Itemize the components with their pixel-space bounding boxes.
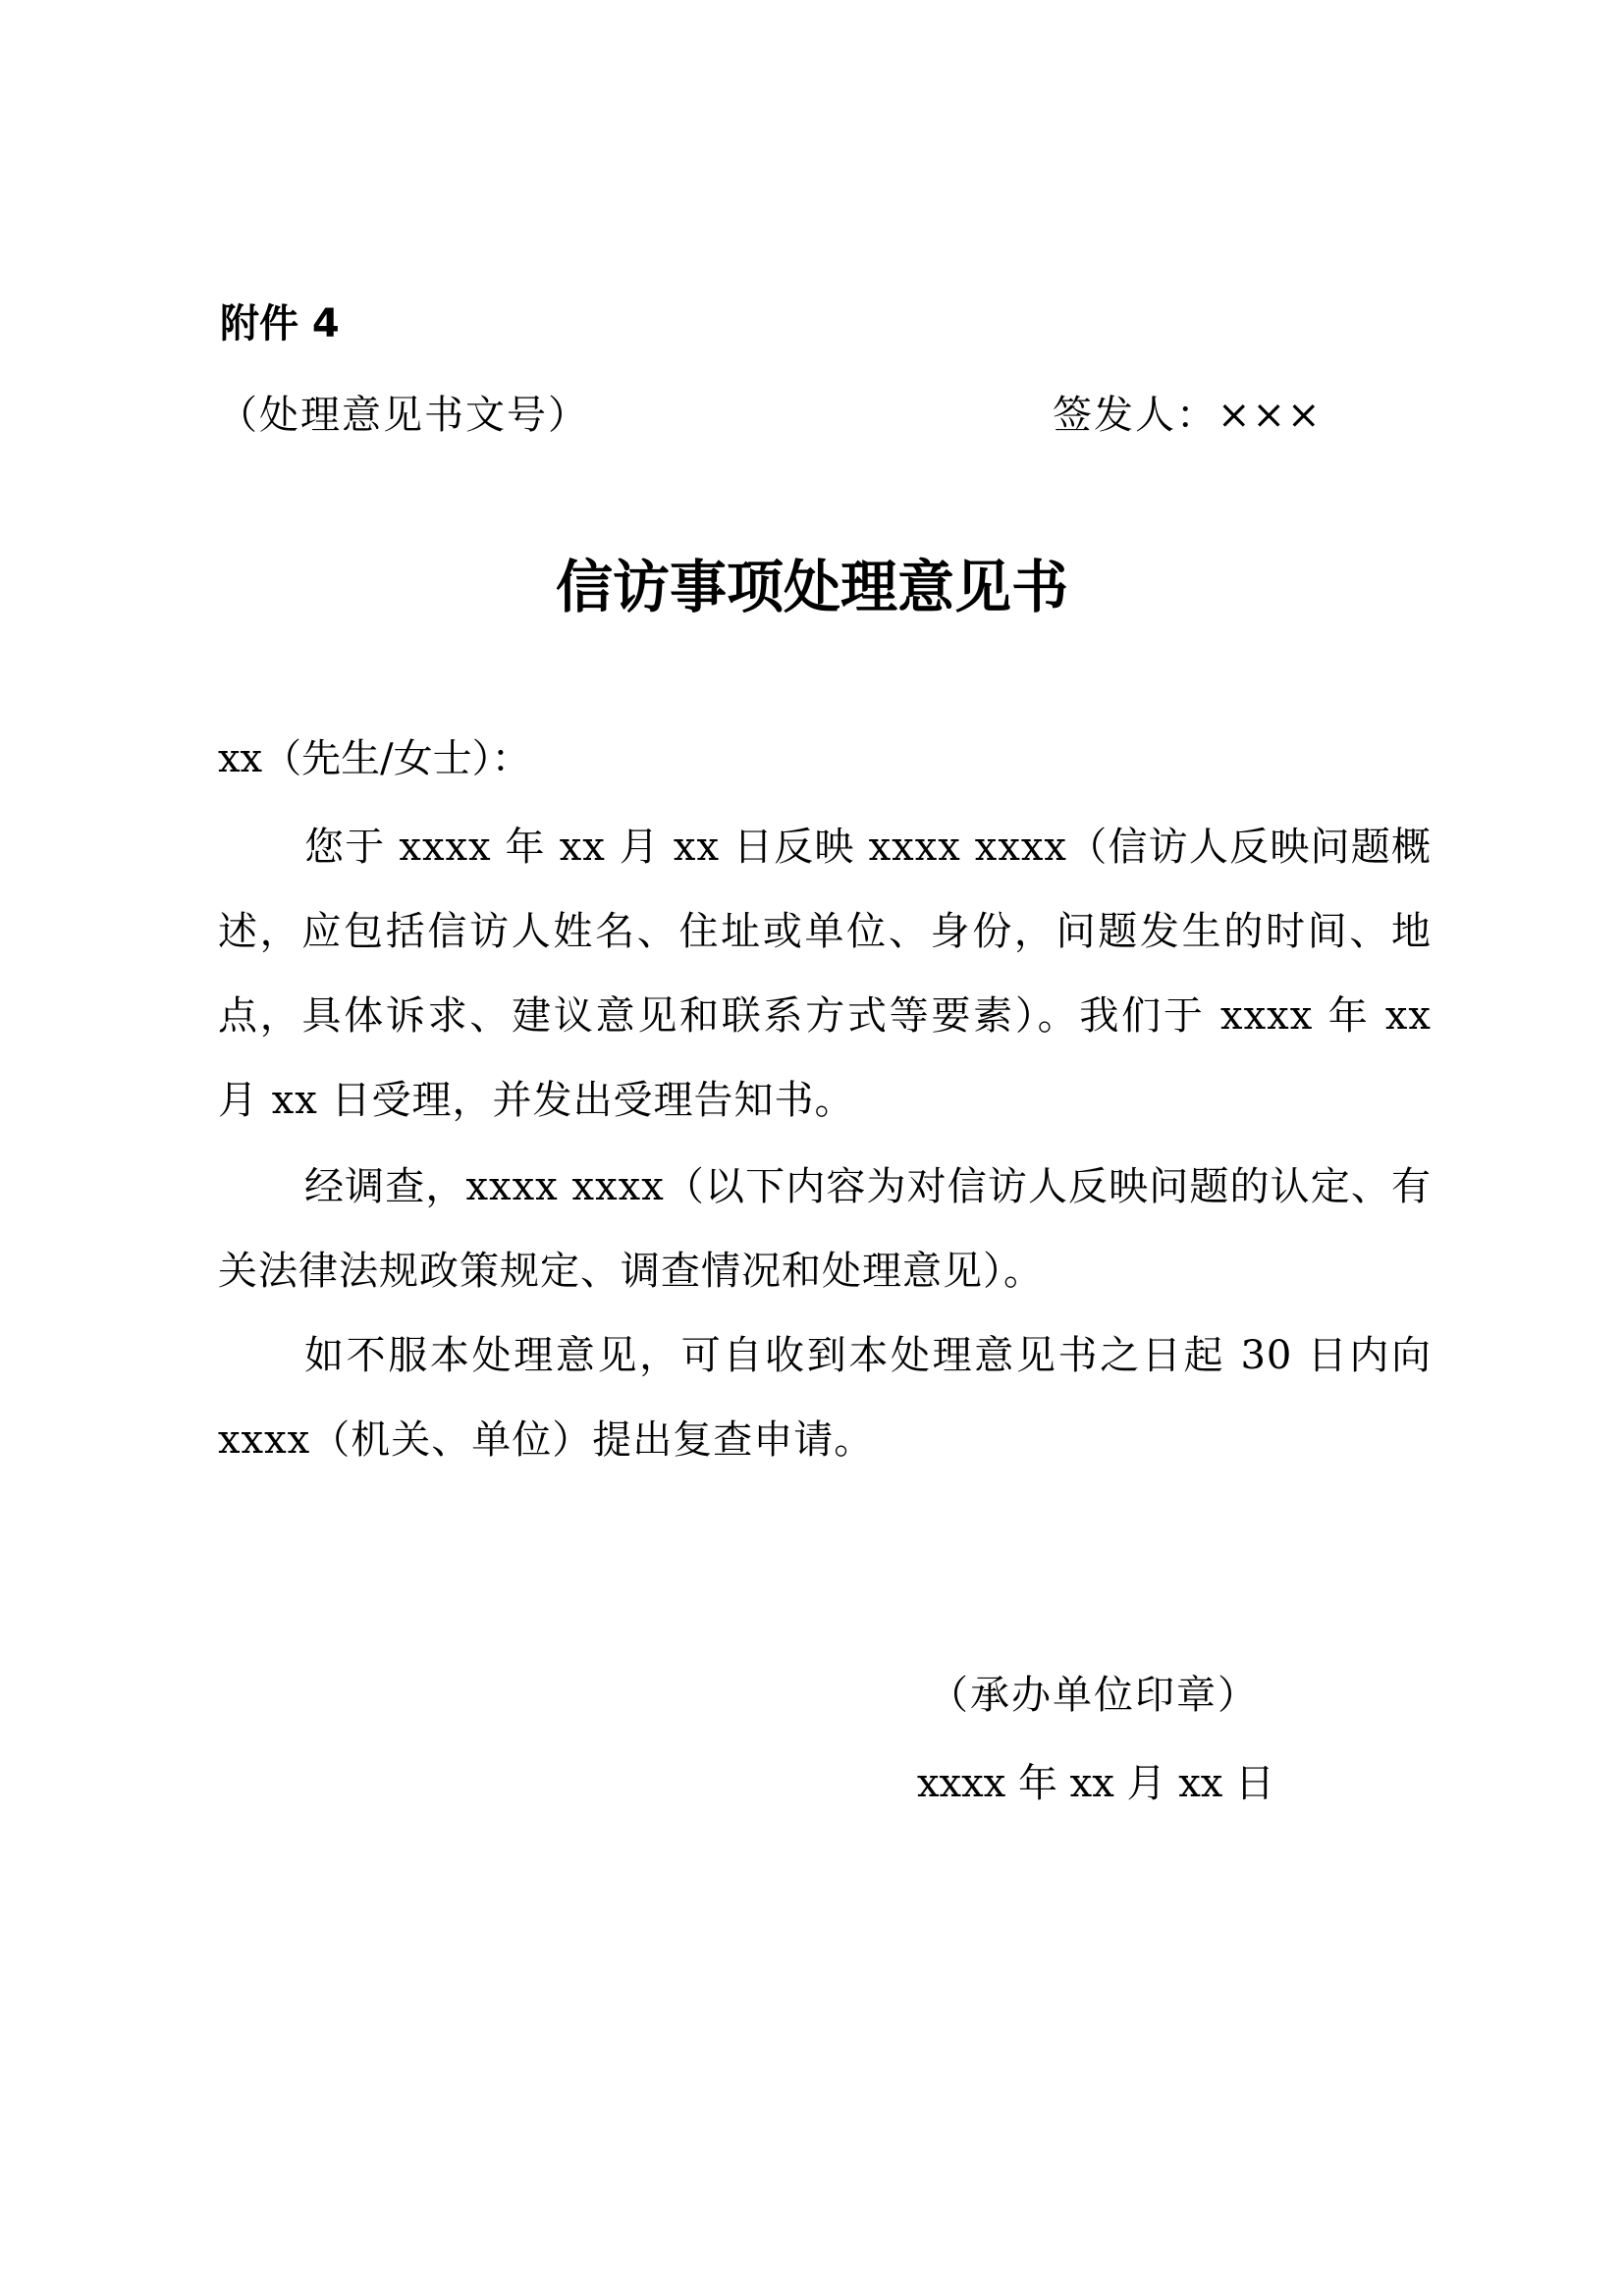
document-number: （处理意见书文号） <box>218 393 589 438</box>
body-paragraph-appeal: 如不服本处理意见，可自收到本处理意见书之日起 30 日内向 xxxx（机关、单位）提出复查申请。 <box>218 1333 1432 1463</box>
issuer-signature: 签发人：××× <box>1053 393 1323 438</box>
attachment-label: 附件 4 <box>220 301 340 347</box>
body-paragraph-complaint: 您于 xxxx 年 xx 月 xx 日反映 xxxx xxxx（信访人反映问题概述，应包括信访人姓名、住址或单位、身份，问题发生的时间、地点，具体诉求、建议意见和联系方式等要素）。我们于 xxxx 年 xx 月 xx 日受理，并发出受理告知书。 <box>218 825 1432 1123</box>
document-title: 信访事项处理意见书 <box>555 554 1068 620</box>
document-date: xxxx 年 xx 月 xx 日 <box>917 1761 1275 1806</box>
salutation: xx（先生/女士）： <box>218 736 531 781</box>
body-paragraph-investigation: 经调查，xxxx xxxx（以下内容为对信访人反映问题的认定、有关法律法规政策规定、调查情况和处理意见）。 <box>218 1164 1432 1294</box>
organization-seal-label: （承办单位印章） <box>929 1673 1259 1718</box>
